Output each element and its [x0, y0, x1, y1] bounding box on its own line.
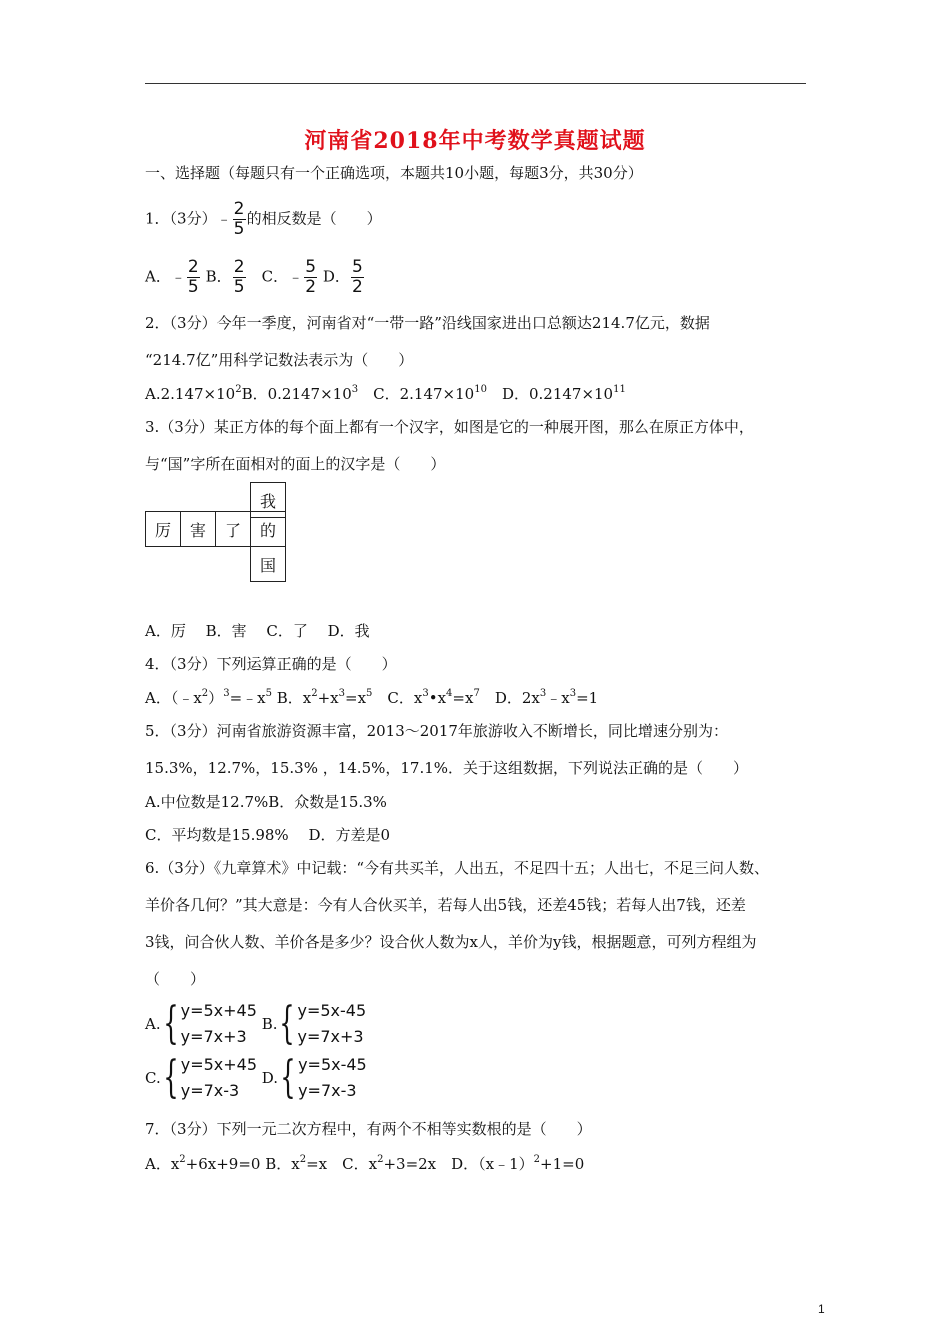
- q2-option-a: A.2.147×10: [145, 385, 236, 403]
- exponent: 10: [474, 384, 487, 395]
- exponent: 3: [223, 688, 230, 699]
- q4-option-b: B．x: [271, 689, 312, 707]
- exponent: 2: [201, 688, 209, 699]
- q1-stem-prefix: 1．（3分）﹣: [145, 209, 232, 228]
- brace-icon: {: [279, 998, 296, 1049]
- q1-denominator: 5: [233, 219, 245, 239]
- q3-line-2: 与“国”字所在面相对的面上的汉字是（ ）: [145, 455, 446, 473]
- exponent: 2: [235, 384, 242, 395]
- equation: y=5x+45: [180, 1055, 258, 1074]
- text: •x: [428, 689, 447, 707]
- q5-line-3: A.中位数是12.7%B．众数是15.3%: [145, 793, 387, 811]
- q4-stem: 4．（3分）下列运算正确的是（ ）: [145, 655, 397, 673]
- text: =x: [452, 689, 474, 707]
- q7-options: [145, 1153, 584, 1174]
- q6-options-row-1: [145, 998, 366, 1050]
- option-label: A.: [145, 1015, 161, 1033]
- equation: y=7x+3: [297, 1027, 364, 1046]
- exponent: 5: [265, 688, 272, 699]
- numerator: 2: [233, 257, 245, 277]
- net-cell: 厉: [145, 511, 181, 547]
- denominator: 5: [187, 277, 199, 297]
- exponent: 2: [299, 1154, 307, 1165]
- text: ﹣x: [546, 689, 570, 707]
- exponent: 2: [179, 1154, 186, 1165]
- equation: y=5x-45: [298, 1055, 367, 1074]
- exponent: 2: [377, 1154, 384, 1165]
- q1-option-b-fraction: [233, 258, 246, 297]
- q7-option-b: B．x: [260, 1155, 300, 1173]
- net-cell: 了: [215, 511, 251, 547]
- q1-option-a-fraction: [187, 258, 200, 297]
- numerator: 2: [187, 257, 199, 277]
- exponent: 3: [569, 688, 577, 699]
- q1-numerator: 2: [233, 199, 245, 219]
- numerator: 5: [352, 257, 363, 277]
- text: =x: [306, 1155, 328, 1173]
- denominator: 5: [233, 277, 245, 297]
- question-1: [145, 200, 382, 239]
- q1-option-c-label: C．﹣: [246, 267, 304, 286]
- equation: y=5x+45: [180, 1001, 257, 1020]
- q4-options: [145, 687, 598, 708]
- text: +1=0: [540, 1155, 585, 1173]
- equation: y=7x+3: [180, 1027, 247, 1046]
- page-number: 1: [818, 1302, 825, 1316]
- q1-option-d-fraction: [351, 258, 364, 297]
- text: +3=2x: [383, 1155, 437, 1173]
- header-rule: [145, 83, 806, 84]
- net-cell-bottom: 国: [250, 546, 286, 582]
- exponent: 3: [338, 688, 346, 699]
- section-heading: 一、选择题（每题只有一个正确选项，本题共10小题，每题3分，共30分）: [145, 164, 643, 182]
- exponent: 7: [473, 688, 480, 699]
- q2-line-1: 2．（3分）今年一季度，河南省对“一带一路”沿线国家进出口总额达214.7亿元，数据: [145, 314, 710, 332]
- text: =1: [576, 689, 599, 707]
- brace-icon: {: [162, 998, 179, 1049]
- exponent: 5: [366, 688, 373, 699]
- q4-option-d: D．2x: [479, 689, 540, 707]
- text: =﹣x: [229, 689, 266, 707]
- net-cell-top: 我: [250, 482, 286, 518]
- q1-options: [145, 258, 365, 297]
- exponent: 2: [533, 1154, 541, 1165]
- equation: y=5x-45: [297, 1001, 367, 1020]
- exponent: 2: [311, 688, 318, 699]
- q1-stem-suffix: 的相反数是（ ）: [246, 209, 382, 228]
- q6-line-4: （ ）: [145, 970, 206, 988]
- text: =x: [345, 689, 367, 707]
- option-label: C.: [145, 1069, 161, 1087]
- numerator: 5: [305, 257, 317, 277]
- q6-line-3: 3钱，问合伙人数、羊价各是多少？设合伙人数为x人，羊价为y钱，根据题意，可列方程组为: [145, 933, 757, 951]
- option-label: D.: [261, 1069, 279, 1087]
- q5-line-4: C．平均数是15.98% D．方差是0: [145, 826, 391, 844]
- text: +6x+9=0: [185, 1155, 261, 1173]
- exponent: 3: [539, 688, 547, 699]
- q6-line-2: 羊价各几何？”其大意是：今有人合伙买羊，若每人出5钱，还差45钱；若每人出7钱，还差: [145, 896, 746, 914]
- equation: y=7x-3: [180, 1081, 240, 1100]
- q6-line-1: 6.（3分）《九章算术》中记载：“今有共买羊，人出五，不足四十五；人出七，不足三问人数、: [145, 859, 770, 877]
- text: ）: [208, 689, 224, 707]
- brace-icon: {: [163, 1052, 179, 1103]
- equation: y=7x-3: [298, 1081, 357, 1100]
- q2-option-c: C．2.147×10: [358, 385, 475, 403]
- q3-line-1: 3.（3分）某正方体的每个面上都有一个汉字，如图是它的一种展开图，那么在原正方体中，: [145, 418, 754, 436]
- q7-option-c: C．x: [327, 1155, 378, 1173]
- q2-line-2: “214.7亿”用科学记数法表示为（ ）: [145, 351, 414, 369]
- q4-option-c: C．x: [372, 689, 423, 707]
- exponent: 3: [351, 384, 359, 395]
- q1-option-d-label: D．: [318, 267, 350, 286]
- text: +x: [317, 689, 339, 707]
- q7-option-d: D．（x﹣1）: [436, 1155, 534, 1173]
- exponent: 4: [446, 688, 453, 699]
- option-label: B.: [261, 1015, 278, 1033]
- q6-option-d: [262, 1052, 367, 1104]
- q5-line-1: 5．（3分）河南省旅游资源丰富，2013～2017年旅游收入不断增长，同比增速分别为：: [145, 722, 728, 740]
- q2-option-d: D．0.2147×10: [486, 385, 614, 403]
- q7-stem: 7．（3分）下列一元二次方程中，有两个不相等实数根的是（ ）: [145, 1120, 592, 1138]
- page-title: 河南省2018年中考数学真题试题: [304, 128, 646, 154]
- q6-option-c: [145, 1052, 257, 1104]
- net-cell: 害: [180, 511, 216, 547]
- denominator: 2: [352, 277, 363, 297]
- q2-options: [145, 383, 626, 404]
- exponent: 3: [422, 688, 429, 699]
- net-cell: 的: [250, 511, 286, 547]
- q6-option-b: [262, 998, 366, 1050]
- exponent: 11: [613, 384, 626, 395]
- q5-line-2: 15.3%，12.7%，15.3% ，14.5%，17.1%．关于这组数据，下列说法正确的是（ ）: [145, 759, 749, 777]
- q3-options: A．厉 B．害 C．了 D．我: [145, 622, 370, 640]
- q2-option-b: B．0.2147×10: [241, 385, 352, 403]
- q1-fraction: [233, 200, 246, 239]
- q1-option-a-label: A．﹣: [145, 267, 186, 286]
- q6-option-a: [145, 998, 257, 1050]
- q7-option-a: A．x: [145, 1155, 180, 1173]
- q1-option-c-fraction: [304, 258, 317, 297]
- brace-icon: {: [280, 1052, 296, 1103]
- q1-option-b-label: B．: [200, 267, 232, 286]
- q4-option-a: A．（﹣x: [145, 689, 202, 707]
- denominator: 2: [305, 277, 317, 297]
- q6-options-row-2: [145, 1052, 367, 1104]
